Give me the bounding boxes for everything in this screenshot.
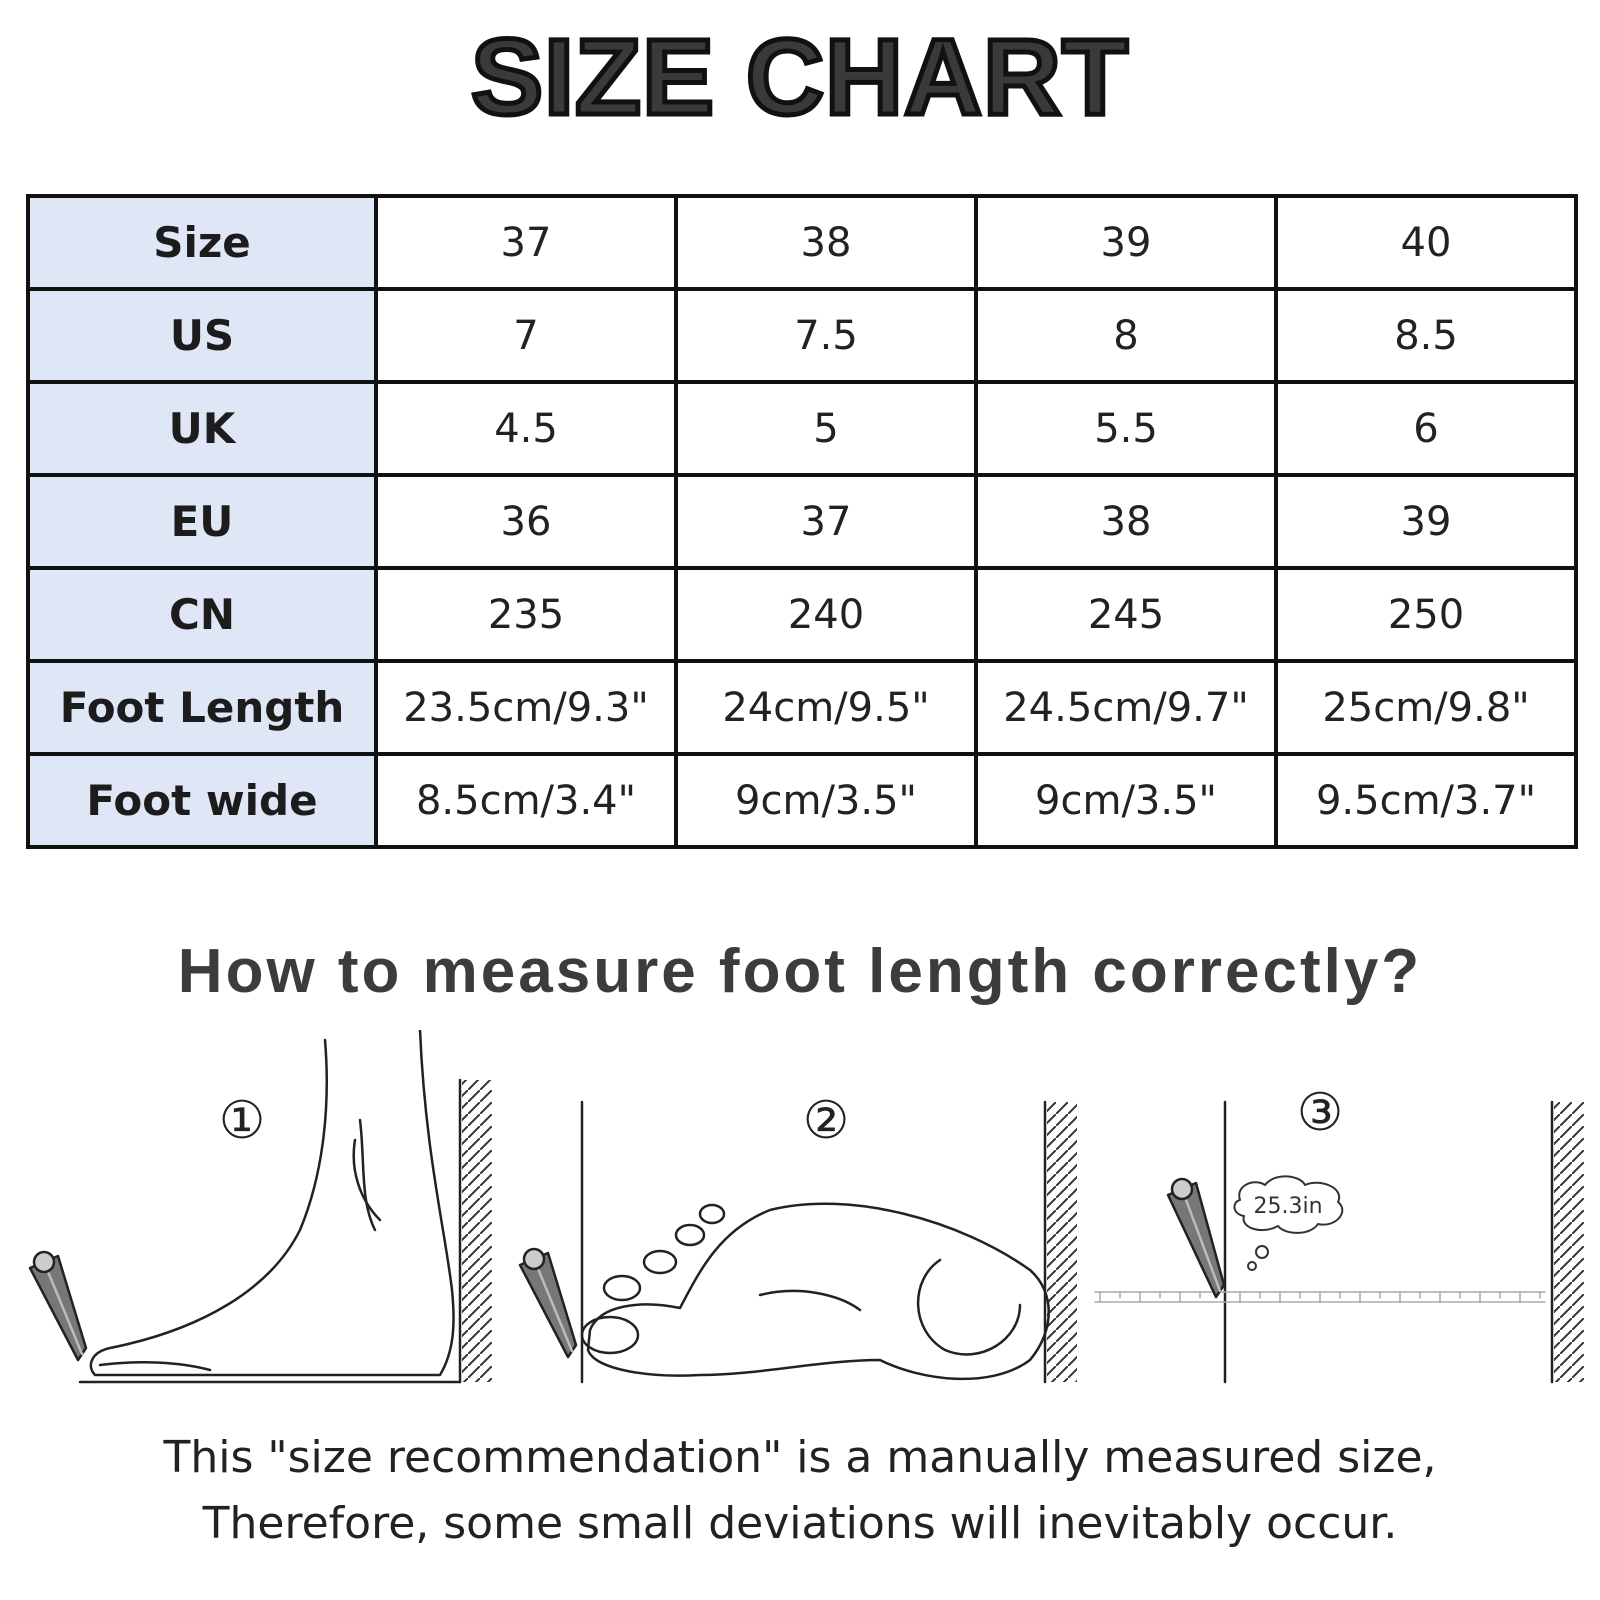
step-3-marker: ③ <box>1296 1083 1344 1143</box>
table-cell: 245 <box>976 568 1276 661</box>
table-cell: 37 <box>676 475 976 568</box>
table-cell: 9cm/3.5" <box>976 754 1276 847</box>
pencil-icon <box>520 1249 576 1357</box>
table-row-foot-length <box>28 661 1576 754</box>
table-cell: 5.5 <box>976 382 1276 475</box>
pencil-icon <box>30 1252 86 1360</box>
step-2-illustration <box>520 1102 1077 1382</box>
row-header: CN <box>28 568 376 661</box>
step-2-marker: ② <box>802 1091 850 1151</box>
row-header: EU <box>28 475 376 568</box>
measurement-bubble-text: 25.3in <box>1253 1194 1323 1219</box>
table-cell: 8.5 <box>1276 289 1576 382</box>
wall-hatch <box>1554 1102 1584 1382</box>
row-header: Size <box>28 196 376 289</box>
table-cell: 9cm/3.5" <box>676 754 976 847</box>
disclaimer-note <box>0 1425 1600 1557</box>
wall-hatch <box>462 1080 492 1382</box>
table-cell: 8 <box>976 289 1276 382</box>
table-cell: 6 <box>1276 382 1576 475</box>
table-cell: 39 <box>1276 475 1576 568</box>
page-title: SIZE CHART <box>471 16 1129 137</box>
disclaimer-line-1: This "size recommendation" is a manually measured size, <box>163 1432 1437 1483</box>
table-row-cn <box>28 568 1576 661</box>
table-cell: 235 <box>376 568 676 661</box>
wall-hatch <box>1047 1102 1077 1382</box>
pencil-icon <box>1168 1179 1224 1297</box>
table-cell: 38 <box>676 196 976 289</box>
table-cell: 240 <box>676 568 976 661</box>
table-row-eu <box>28 475 1576 568</box>
row-header: Foot wide <box>28 754 376 847</box>
measurement-illustration <box>0 1030 1600 1410</box>
table-cell: 36 <box>376 475 676 568</box>
row-header: US <box>28 289 376 382</box>
table-cell: 8.5cm/3.4" <box>376 754 676 847</box>
size-chart-table <box>26 194 1578 849</box>
table-cell: 38 <box>976 475 1276 568</box>
thought-bubble <box>1234 1176 1342 1270</box>
table-cell: 39 <box>976 196 1276 289</box>
table-cell: 23.5cm/9.3" <box>376 661 676 754</box>
table-row-size <box>28 196 1576 289</box>
table-cell: 24cm/9.5" <box>676 661 976 754</box>
row-header: Foot Length <box>28 661 376 754</box>
table-cell: 7.5 <box>676 289 976 382</box>
table-cell: 5 <box>676 382 976 475</box>
table-cell: 25cm/9.8" <box>1276 661 1576 754</box>
table-row-uk <box>28 382 1576 475</box>
table-cell: 37 <box>376 196 676 289</box>
step-1-marker: ① <box>218 1091 266 1151</box>
table-cell: 250 <box>1276 568 1576 661</box>
measure-heading: How to measure foot length correctly? <box>177 937 1423 1006</box>
table-cell: 24.5cm/9.7" <box>976 661 1276 754</box>
table-row-foot-wide <box>28 754 1576 847</box>
table-cell: 40 <box>1276 196 1576 289</box>
ruler <box>1095 1292 1545 1302</box>
disclaimer-line-2: Therefore, some small deviations will inevitably occur. <box>202 1498 1398 1549</box>
row-header: UK <box>28 382 376 475</box>
table-cell: 9.5cm/3.7" <box>1276 754 1576 847</box>
table-row-us <box>28 289 1576 382</box>
table-cell: 7 <box>376 289 676 382</box>
table-cell: 4.5 <box>376 382 676 475</box>
step-3-illustration <box>1095 1102 1584 1382</box>
step-1-illustration <box>30 1030 492 1382</box>
